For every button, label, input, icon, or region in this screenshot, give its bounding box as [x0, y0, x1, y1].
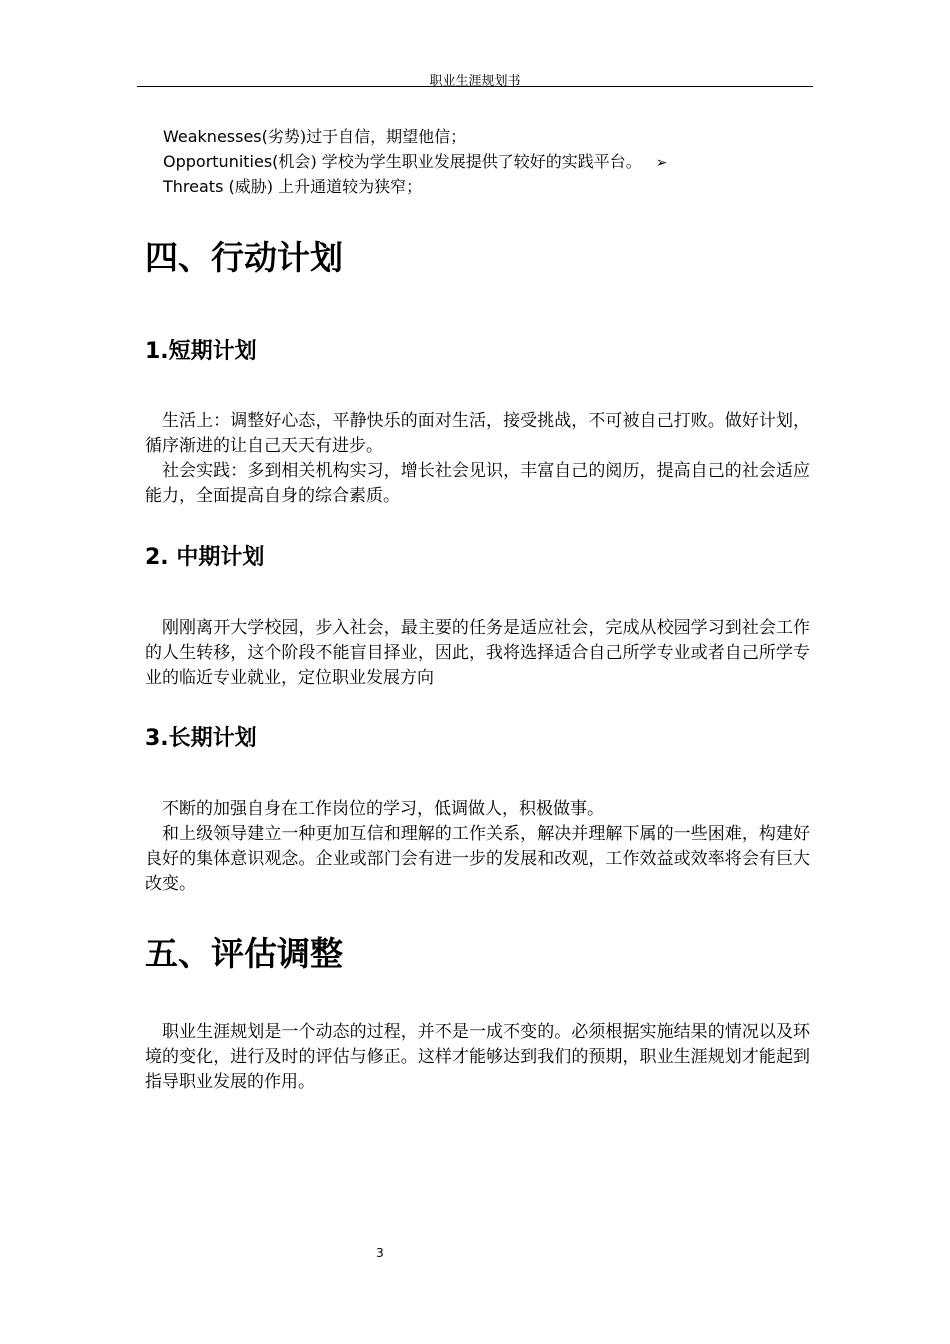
arrow-bullet-icon: ➢ [655, 155, 668, 171]
long-term-number: 3. [145, 726, 169, 751]
mid-term-paragraph: 刚刚离开大学校园，步入社会，最主要的任务是适应社会，完成从校园学习到社会工作的人生转移，这个阶段不能盲目择业，因此，我将选择适合自己所学专业或者自己所学专业的临近专业就业，定位职业发展方向 [145, 618, 810, 688]
short-term-number: 1. [145, 339, 169, 364]
section-5-heading: 五、评估调整 [145, 934, 343, 973]
mid-term-title: 中期计划 [176, 544, 265, 570]
page-header-title: 职业生涯规划书 [429, 74, 521, 89]
long-term-paragraph-1: 不断的加强自身在工作岗位的学习，低调做人，积极做事。 [162, 799, 604, 819]
weaknesses-label: Weaknesses( [163, 127, 268, 146]
weaknesses-cn: 劣势 [267, 127, 300, 146]
opportunities-label: Opportunities( [163, 152, 279, 171]
opportunities-cn: 机会 [278, 152, 311, 171]
short-term-paragraph-1: 生活上：调整好心态，平静快乐的面对生活，接受挑战，不可被自己打败。做好计划，循序渐进的让自己天天有进步。 [145, 411, 810, 456]
swot-threats-line [163, 175, 422, 199]
threats-label: Threats ( [163, 177, 235, 196]
long-term-heading [145, 721, 257, 752]
page-number: 3 [376, 1246, 384, 1260]
swot-opportunities-line [163, 150, 668, 175]
opportunities-text: ) 学校为学生职业发展提供了较好的实践平台。 [310, 152, 642, 171]
long-term-paragraph-2: 和上级领导建立一种更加互信和理解的工作关系，解决并理解下属的一些困难，构建好良好的集体意识观念。企业或部门会有进一步的发展和改观，工作效益或效率将会有巨大改变。 [145, 824, 810, 894]
weaknesses-text: )过于自信，期望他信； [299, 127, 467, 146]
mid-term-number: 2. [145, 545, 177, 570]
short-term-title: 短期计划 [168, 338, 257, 364]
section-4-heading: 四、行动计划 [145, 238, 343, 277]
swot-weaknesses-line [163, 125, 466, 149]
mid-term-heading [145, 540, 264, 571]
threats-text: ) 上升通道较为狭窄； [266, 177, 423, 196]
header-divider [137, 86, 813, 87]
threats-cn: 威胁 [234, 177, 267, 196]
section-5-paragraph: 职业生涯规划是一个动态的过程，并不是一成不变的。必须根据实施结果的情况以及环境的变化，进行及时的评估与修正。这样才能够达到我们的预期，职业生涯规划才能起到指导职业发展的作用。 [145, 1022, 810, 1092]
short-term-heading [145, 334, 257, 365]
long-term-title: 长期计划 [168, 725, 257, 751]
short-term-paragraph-2: 社会实践：多到相关机构实习，增长社会见识，丰富自己的阅历，提高自己的社会适应能力，全面提高自身的综合素质。 [145, 461, 810, 506]
